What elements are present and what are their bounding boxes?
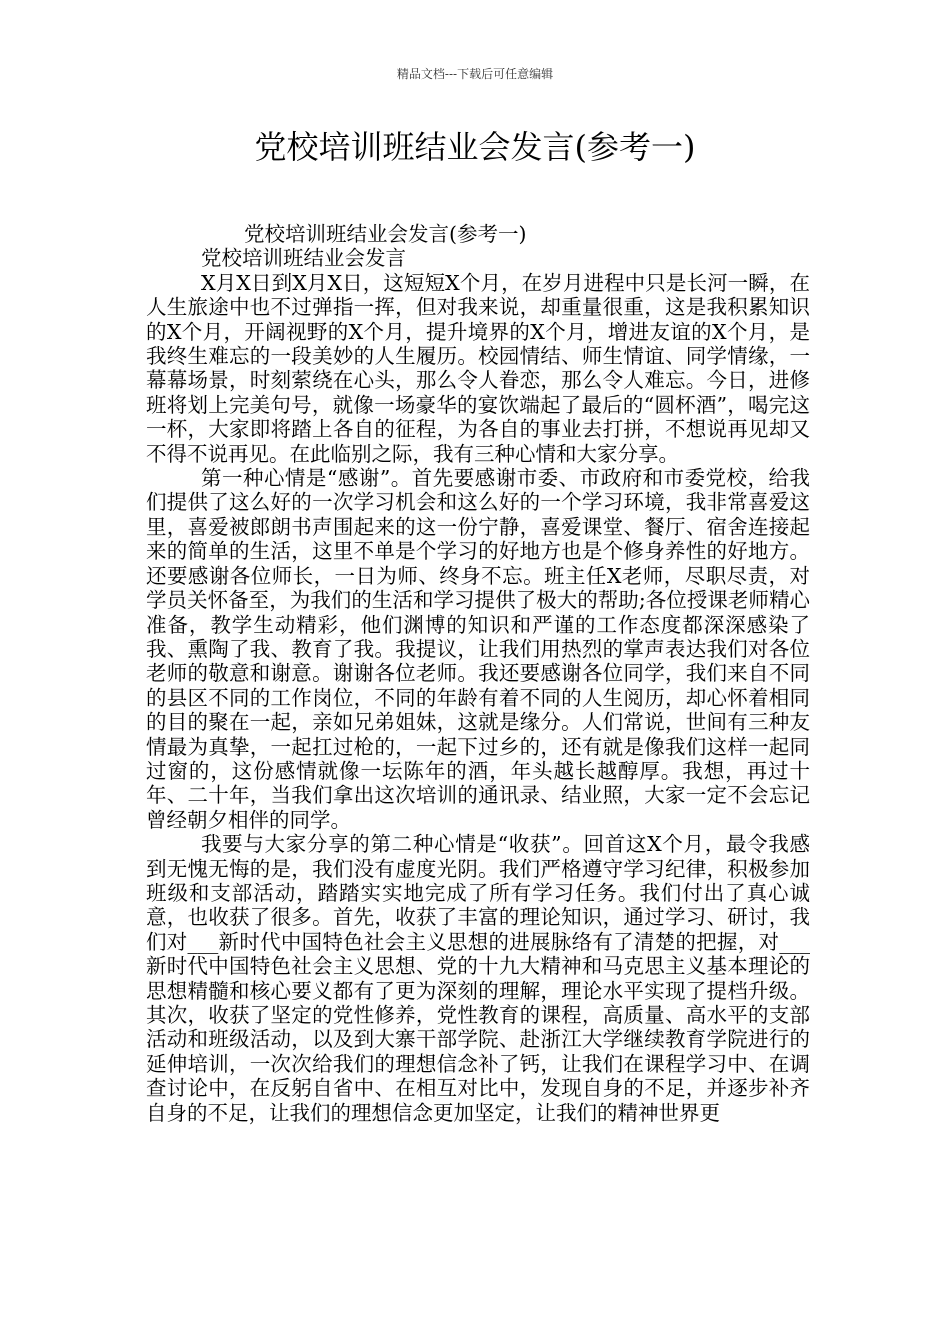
paragraph-1: X月X日到X月X日，这短短X个月，在岁月进程中只是长河一瞬，在人生旅途中也不过弹指一挥，但对我来说，却重量很重，这是我积累知识的X个月，开阔视野的X个月，提升境界的X个月，增进友谊的X个月，是我终生难忘的一段美妙的人生履历。校园情结、师生情谊、同学情缘，一幕幕场景，时刻萦绕在心头，那么令人眷恋，那么令人难忘。今日，进修班将划上完美句号，就像一场豪华的宴饮端起了最后的“圆杯酒”，喝完这一杯，大家即将踏上各自的征程，为各自的事业去打拼，不想说再见却又不得不说再见。在此临别之际，我有三种心情和大家分享。 (146, 270, 810, 466)
header-note: 精品文档---下载后可任意编辑 (396, 67, 554, 81)
document-title: 党校培训班结业会发言(参考一) (254, 128, 696, 166)
subtitle-line-2: 党校培训班结业会发言 (201, 246, 406, 271)
subtitle-line-1: 党校培训班结业会发言(参考一) (244, 222, 527, 246)
document-body (146, 222, 810, 1125)
paragraph-2: 第一种心情是“感谢”。首先要感谢市委、市政府和市委党校，给我们提供了这么好的一次学习机会和这么好的一个学习环境，我非常喜爱这里，喜爱被郎朗书声围起来的这一份宁静，喜爱课堂、餐厅、宿舍连接起来的简单的生活，这里不单是个学习的好地方也是个修身养性的好地方。还要感谢各位师长，一日为师、终身不忘。班主任X老师，尽职尽责，对学员关怀备至，为我们的生活和学习提供了极大的帮助;各位授课老师精心准备，教学生动精彩，他们渊博的知识和严谨的工作态度都深深感染了我、熏陶了我、教育了我。我提议，让我们用热烈的掌声表达我们对各位老师的敬意和谢意。谢谢各位老师。我还要感谢各位同学，我们来自不同的县区不同的工作岗位，不同的年龄有着不同的人生阅历，却心怀着相同的目的聚在一起，亲如兄弟姐妹，这就是缘分。人们常说，世间有三种友情最为真挚，一起扛过枪的，一起下过乡的，还有就是像我们这样一起同过窗的，这份感情就像一坛陈年的酒，年头越长越醇厚。我想，再过十年、二十年，当我们拿出这次培训的通讯录、结业照，大家一定不会忘记曾经朝夕相伴的同学。 (146, 466, 810, 832)
paragraph-3: 我要与大家分享的第二种心情是“收获”。回首这X个月，最令我感到无愧无悔的是，我们没有虚度光阴。我们严格遵守学习纪律，积极参加班级和支部活动，踏踏实实地完成了所有学习任务。我们付出了真心诚意，也收获了很多。首先，收获了丰富的理论知识，通过学习、研讨，我们对___新时代中国特色社会主义思想的进展脉络有了清楚的把握，对___新时代中国特色社会主义思想、党的十九大精神和马克思主义基本理论的思想精髓和核心要义都有了更为深刻的理解，理论水平实现了提档升级。其次，收获了坚定的党性修养，党性教育的课程，高质量、高水平的支部活动和班级活动，以及到大寨干部学院、赴浙江大学继续教育学院进行的延伸培训，一次次给我们的理想信念补了钙，让我们在课程学习中、在调查讨论中，在反躬自省中、在相互对比中，发现自身的不足，并逐步补齐自身的不足，让我们的理想信念更加坚定，让我们的精神世界更 (146, 832, 810, 1125)
